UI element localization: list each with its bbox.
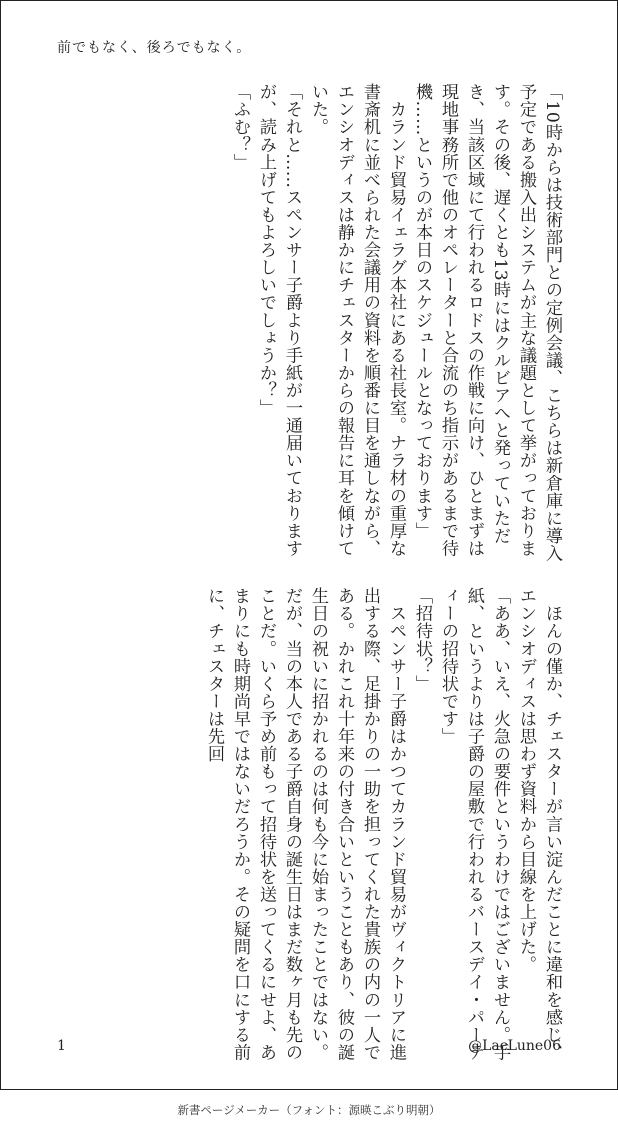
paragraph: ほんの僅か、チェスターが言い淀んだことに違和を感じ、エンシオディスは思わず資料から目線を上げた。 [516, 587, 562, 1061]
paragraph: スペンサー子爵はかつてカランド貿易がヴィクトリアに進出する際、足掛かりの一助を担ってくれた貴族の内の一人である。かれこれ十年来の付き合いということもあり、彼の誕生日の祝いに招かれるのは何も今に始まったことではない。だが、当の本人である子爵自身の誕生日はまだ数ヶ月も先のことだ。いくら予め前もって招待状を送ってくるにせよ、あまりにも時期尚早ではないだろうか。その疑問を口にする前に、チェスターは先回 [204, 587, 406, 1061]
paragraph: 「ああ、いえ、火急の要件というわけではございません。手紙、というよりは子爵の屋敷で行われるバースデイ・パーティーの招待状です」 [438, 587, 510, 1061]
paragraph: 「招待状？」 [412, 587, 432, 693]
paragraph: 「10時からは技術部門との定例会議、こちらは新倉庫に導入予定である搬入出システムが主な議題として挙がっております。その後、遅くとも13時にはクルビアへと発っていただき、当該区域にて行われるロドスの作戦に向け、ひとまずは現地事務所で他のオペレーターと合流のち指示があるまで待機……というのが本日のスケジュールとなっております」 [412, 83, 562, 562]
paragraph: 「ふむ？」 [230, 83, 250, 171]
top-text-block [53, 83, 565, 565]
author-handle: @LacLune06 [468, 1038, 561, 1054]
paragraph: 「それと……スペンサー子爵より手紙が一通届いておりますが、読み上げてもよろしいでしょうか？」 [256, 83, 302, 557]
paragraph: カランド貿易イェラグ本社にある社長室。ナラ材の重厚な書斎机に並べられた会議用の資料を順番に目を通しながら、エンシオディスは静かにチェスターからの報告に耳を傾けていた。 [308, 83, 406, 557]
footer-credit: 新書ページメーカー（フォント：源暎こぶり明朝） [177, 1103, 441, 1117]
chapter-title: 前でもなく、後ろでもなく。 [57, 40, 252, 56]
page-number: 1 [57, 1038, 66, 1054]
bottom-text-block [53, 587, 565, 1071]
